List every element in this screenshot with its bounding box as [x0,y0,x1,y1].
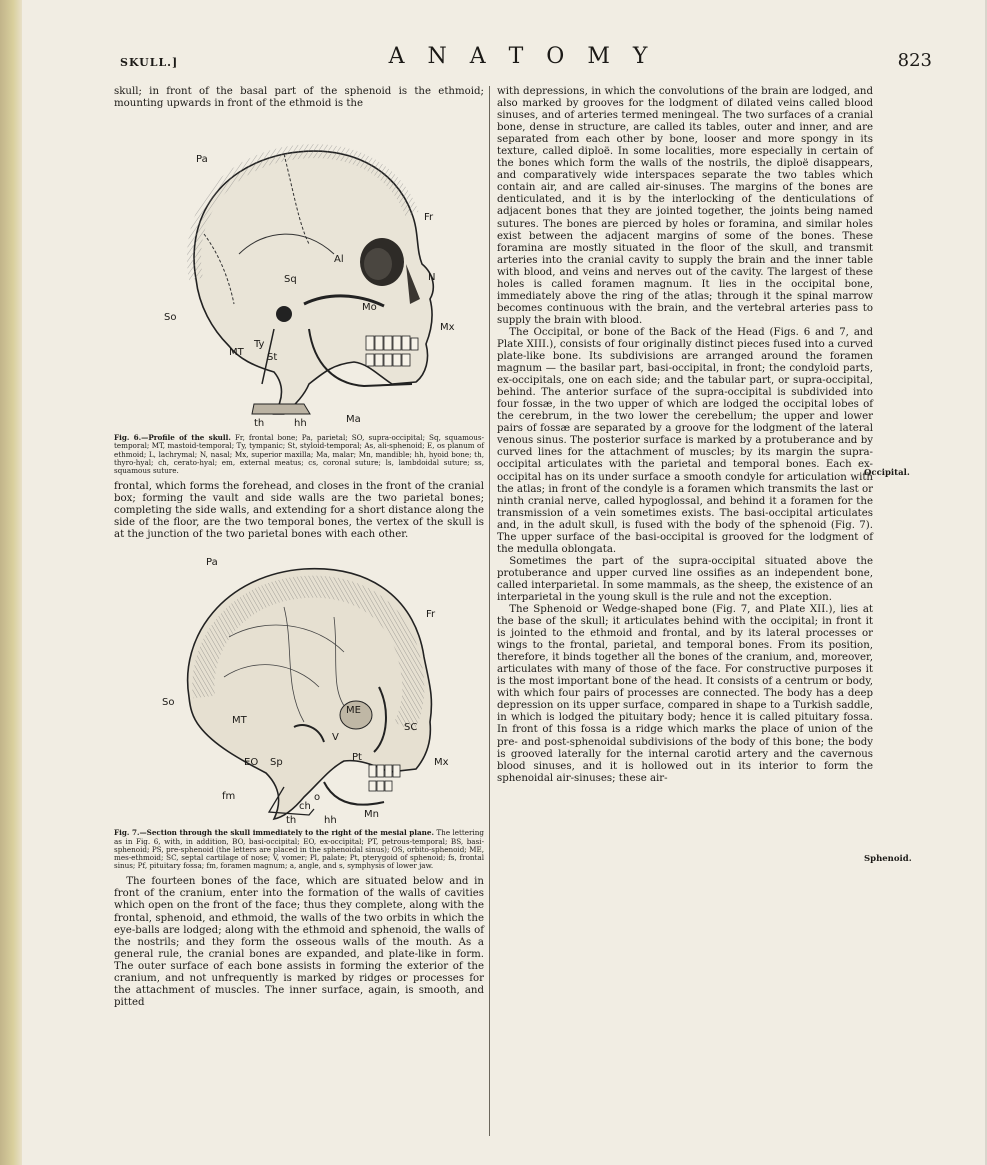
fig6-label-mx: Mx [440,322,455,334]
fig7-label-th: th [286,815,297,827]
fig7-label-sc: SC [404,722,418,734]
running-head [112,44,932,84]
fig7-label-mx: Mx [434,757,449,769]
column-divider [489,86,490,1136]
cranial-bone-paragraph: with depressions, in which the convolutions of the brain are lodged, and also marked by grooves for the lodgment of dilated veins called blood sinuses, and of arteries termed meningeal. The two surfaces of a cranial bone, dense in structure, are called its tables, outer and inner, and are separated from each other by bone, looser and more spongy in its texture, called diploë. In some localities, more especially in certain of the bones which form the walls of the nostrils, the diploë disappears, and comparatively wide interspaces separate the two tables which contain air, and are called air-sinuses. The margins of the bones are denticulated, and it is by the interlocking of the denticulations of adjacent bones that they are jointed together, the joints being named sutures. The bones are pierced by holes or foramina, and similar holes exist between the adjacent margins of some of the bones. These foramina are mostly situated in the floor of the skull, and transmit arteries into the cranial cavity to supply the brain and the inner table with blood, and veins and nerves out of the cavity. The largest of these holes is called foramen magnum. It lies in the occipital bone, immediately above the ring of the atlas; through it the spinal marrow becomes continuous with the brain, and the vertebral arteries pass to supply the brain with blood. [497,86,873,326]
fig6-caption-lead: Fig. 6.—Profile of the skull. [114,433,231,443]
left-column [114,86,484,1009]
fig6-label-ma: Ma [346,414,361,426]
fig6-label-n: N [428,272,436,284]
fig7-label-me: ME [346,705,361,717]
fig7-label-eo: EO [244,757,259,769]
fig7-label-hh: hh [324,815,337,827]
fig6-label-fr: Fr [424,212,434,224]
skull-profile-drawing [134,114,464,432]
fig7-label-so: So [162,697,175,709]
fig7-label-ch: ch [299,801,311,813]
fig7-label-v: V [332,732,339,744]
sphenoid-paragraph: The Sphenoid or Wedge-shaped bone (Fig. 7, and Plate XII.), lies at the base of the skull; it articulates behind with the occipital; in front it is jointed to the ethmoid and frontal, and by its lateral processes or wings to the frontal, parietal, and temporal bones. From its position, therefore, it binds together all the bones of the cranium, and, moreover, articulates with many of those of the face. For constructive purposes it is the most important bone of the head. It consists of a centrum or body, with which four pairs of processes are connected. The body has a deep depression on its upper surface, compared in shape to a Turkish saddle, in which is lodged the pituitary body; hence it is called pituitary fossa. In front of this fossa is a ridge which marks the place of union of the pre- and post-sphenoidal subdivisions of the body of this bone; the body is grooved laterally for the internal carotid artery and the cavernous blood sinuses, and it is hollowed out in its interior to form the sphenoidal air-sinuses; these air- [497,604,873,784]
fig6-label-mt: MT [229,347,244,359]
margin-note-occipital: Occipital. [864,468,910,478]
frontal-paragraph: frontal, which forms the forehead, and closes in the front of the cranial box; forming the vault and side walls are the two parietal bones; completing the side walls, and extending for a short distance along the side of the floor, are the two temporal bones, the vertex of the skull is at the junction of the two parietal bones with each other. [114,481,484,541]
fig7-caption-text: The lettering as in Fig. 6, with, in addition, BO, basi-occipital; EO, ex-occipital; PT, petrous-temporal; BS, basi-sphenoid; PS, pre-sphenoid (the letters are placed in the sphenoidal sinus); OS, orbito-sphenoid; ME, mes-ethmoid; SC, septal cartilage of nose; V, vomer; Pl, palate; Pt, pterygoid of sphenoid; fs, frontal sinus; Pf, pituitary fossa; fm, foramen magnum; a, angle, and s, symphysis of lower jaw. [114,828,484,871]
figure-7-caption [114,829,484,870]
margin-note-sphenoid: Sphenoid. [864,854,912,864]
face-bones-paragraph: The fourteen bones of the face, which are situated below and in front of the cranium, enter into the formation of the walls of cavities which open on the front of the face; thus they complete, along with the frontal, sphenoid, and ethmoid, the walls of the two orbits in which the eye-balls are lodged; along with the ethmoid and sphenoid, the walls of the nostrils; and they form the osseous walls of the mouth. As a general rule, the cranial bones are expanded, and plate-like in form. The outer surface of each bone assists in forming the exterior of the cranium, and not unfrequently is marked by ridges or processes for the attachment of muscles. The inner surface, again, is smooth, and pitted [114,876,484,1008]
page-title: A N A T O M Y [388,44,656,69]
figure-7-skull-section [134,547,464,827]
fig7-label-o: o [314,792,321,804]
binding-edge [0,0,22,1165]
fig6-label-th: th [254,418,265,430]
fig6-caption-text: Fr, frontal bone; Pa, parietal; SO, supra-occipital; Sq, squamous-temporal; MT, mastoid-temporal; Ty, tympanic; St, styloid-temporal; As, ali-sphenoid; E, os planum of ethmoid; L, lachrymal; N, nasal; Mx, superior maxilla; Ma, malar; Mn, mandible; hh, hyoid bone; th, thyro-hyal; ch, cerato-hyal; em, external meatus; cs, coronal suture; ls, lambdoidal suture; ss, squamous suture. [114,433,485,475]
fig6-label-sq: Sq [284,274,297,286]
fig7-label-pa: Pa [206,557,218,569]
figure-6-caption [114,434,484,475]
figure-6-skull-profile [134,114,464,432]
fig6-label-st: St [267,352,278,364]
fig7-label-fr: Fr [426,609,436,621]
right-column [497,86,873,785]
page-number: 823 [897,50,932,71]
fig6-label-pa: Pa [196,154,208,166]
fig7-label-fm: fm [222,791,236,803]
fig7-label-mn: Mn [364,809,379,821]
fig7-label-pt: Pt [352,752,362,764]
fig6-label-so: So [164,312,177,324]
fig7-label-mt: MT [232,715,247,727]
skull-section-drawing [134,547,464,827]
book-page [22,0,985,1165]
section-heading: SKULL.] [120,56,179,69]
fig6-label-mo: Mo [362,302,377,314]
fig7-label-sp: Sp [270,757,283,769]
fig6-label-ty: Ty [254,339,265,351]
fig6-label-al: Al [334,254,344,266]
intro-paragraph: skull; in front of the basal part of the sphenoid is the ethmoid; mounting upwards in front of the ethmoid is the [114,86,484,110]
fig6-label-hh: hh [294,418,307,430]
occipital-paragraph: The Occipital, or bone of the Back of the Head (Figs. 6 and 7, and Plate XIII.), consists of four originally distinct pieces fused into a curved plate-like bone. Its subdivisions are arranged around the foramen magnum — the basilar part, basi-occipital, in front; the condyloid parts, ex-occipitals, one on each side; and the tabular part, or supra-occipital, behind. The anterior surface of the supra-occipital is subdivided into four fossæ, in the two upper of which are lodged the occipital lobes of the cerebrum, in the two lower the cerebellum; the upper and lower pairs of fossæ are separated by a groove for the lodgment of the lateral venous sinus. The posterior surface is marked by a protuberance and by curved lines for the attachment of muscles; by its margin the supra-occipital articulates with the parietal and temporal bones. Each ex-occipital has on its under surface a smooth condyle for articulation with the atlas; in front of the condyle is a foramen which transmits the last or ninth cranial nerve, called hypoglossal, and behind it a foramen for the transmission of a vein sometimes exists. The basi-occipital articulates and, in the adult skull, is fused with the body of the sphenoid (Fig. 7). The upper surface of the basi-occipital is grooved for the lodgment of the medulla oblongata. [497,326,873,555]
interparietal-paragraph: Sometimes the part of the supra-occipital situated above the protuberance and upper curved line ossifies as an independent bone, called interparietal. In some mammals, as the sheep, the existence of an interparietal in the young skull is the rule and not the exception. [497,555,873,603]
fig7-caption-lead: Fig. 7.—Section through the skull immediately to the right of the mesial plane. [114,828,434,838]
